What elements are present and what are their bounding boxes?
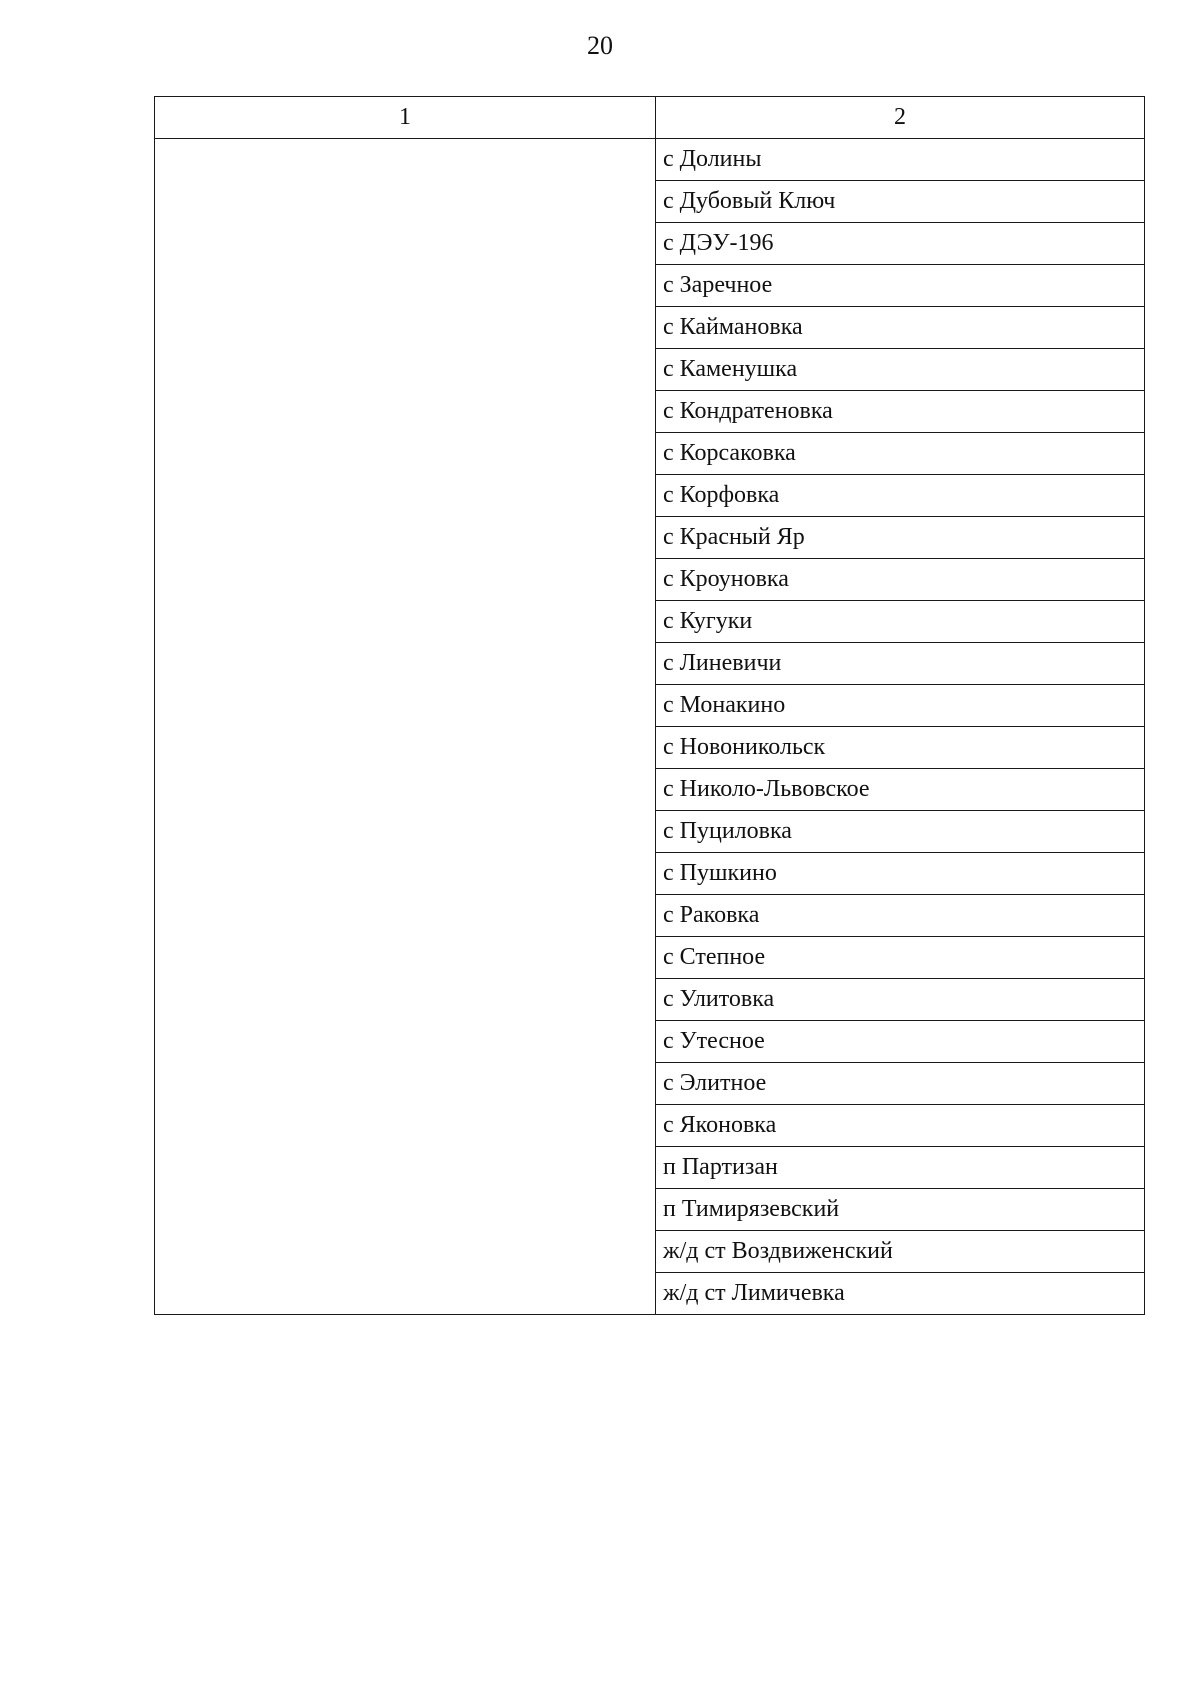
page-number: 20 bbox=[587, 31, 613, 60]
locality-cell: с Дубовый Ключ bbox=[656, 181, 1145, 223]
locality-cell: с Корфовка bbox=[656, 475, 1145, 517]
locality-cell: с Долины bbox=[656, 139, 1145, 181]
locality-cell: с Раковка bbox=[656, 895, 1145, 937]
locality-cell: с Каменушка bbox=[656, 349, 1145, 391]
column-header-2: 2 bbox=[656, 97, 1145, 139]
locality-cell: с Монакино bbox=[656, 685, 1145, 727]
column-header-1: 1 bbox=[155, 97, 656, 139]
locality-cell: с Каймановка bbox=[656, 307, 1145, 349]
locality-cell: с Заречное bbox=[656, 265, 1145, 307]
table-body bbox=[155, 139, 1145, 1315]
column1-merged-cell bbox=[155, 139, 656, 1315]
locality-cell: ж/д ст Лимичевка bbox=[656, 1273, 1145, 1315]
locality-cell: с Пушкино bbox=[656, 853, 1145, 895]
locality-cell: с Кугуки bbox=[656, 601, 1145, 643]
locality-cell: с Пуциловка bbox=[656, 811, 1145, 853]
locality-cell: с Кондратеновка bbox=[656, 391, 1145, 433]
locality-cell: с Новоникольск bbox=[656, 727, 1145, 769]
locality-cell: п Тимирязевский bbox=[656, 1189, 1145, 1231]
locality-cell: с Кроуновка bbox=[656, 559, 1145, 601]
locality-cell: п Партизан bbox=[656, 1147, 1145, 1189]
locality-cell: с Красный Яр bbox=[656, 517, 1145, 559]
locality-cell: с Линевичи bbox=[656, 643, 1145, 685]
locality-cell: с ДЭУ-196 bbox=[656, 223, 1145, 265]
locality-cell: с Николо-Львовское bbox=[656, 769, 1145, 811]
locations-table bbox=[154, 96, 1145, 1315]
locality-cell: с Степное bbox=[656, 937, 1145, 979]
locality-cell: с Элитное bbox=[656, 1063, 1145, 1105]
locality-cell: ж/д ст Воздвиженский bbox=[656, 1231, 1145, 1273]
locality-cell: с Улитовка bbox=[656, 979, 1145, 1021]
locality-cell: с Корсаковка bbox=[656, 433, 1145, 475]
table-header-row bbox=[155, 97, 1145, 139]
locality-cell: с Утесное bbox=[656, 1021, 1145, 1063]
table-row bbox=[155, 139, 1145, 181]
locality-cell: с Яконовка bbox=[656, 1105, 1145, 1147]
